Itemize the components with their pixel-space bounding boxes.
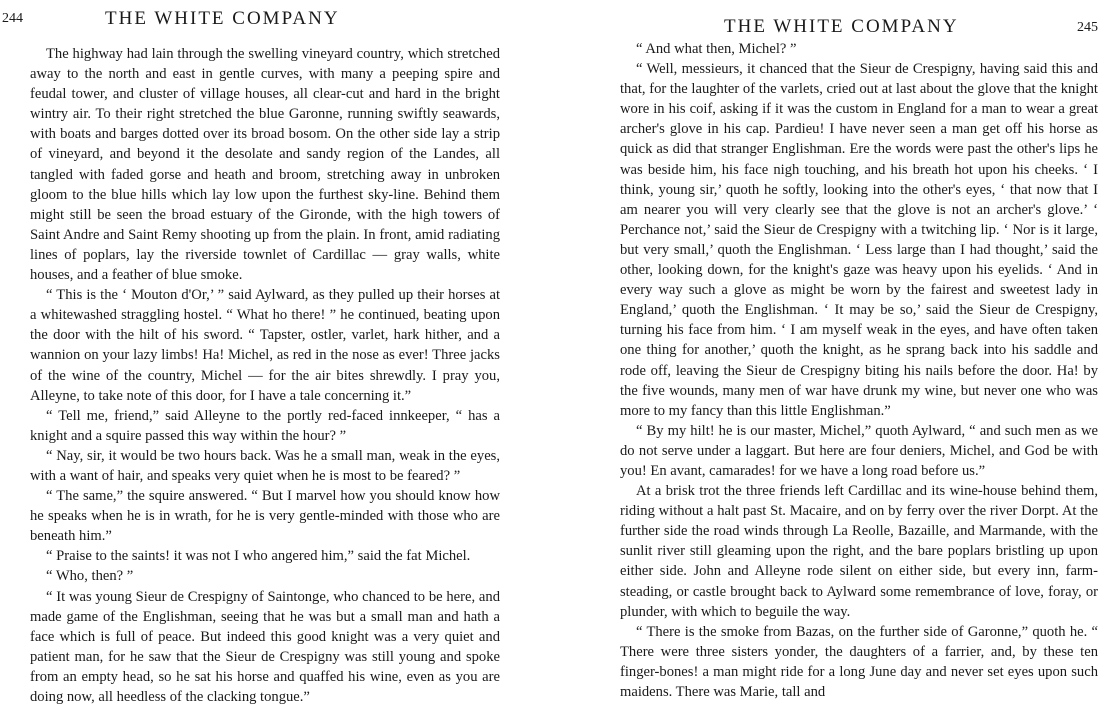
paragraph: “ There is the smoke from Bazas, on the further side of Garonne,” quoth he. “ There were three sisters yonder, the daughters of a farrier, and, by these ten finger-bones! a man might ride for a long June day and never set eyes upon such maidens. There was Marie, tall and <box>620 623 1098 700</box>
page-number: 245 <box>1077 20 1098 35</box>
paragraph: “ Well, messieurs, it chanced that the Sieur de Crespigny, having said this and that, for the laughter of the varlets, cried out at last about the glove that the knight wore in his coif, asking if it was the custom in England for a man to wear a great archer's glove in his cap. Pardieu! I have never seen a man get off his horse as quick as did that stranger Englishman. Ere the words were past the other's lips he was beside him, his face nigh touching, and his breath hot upon his cheeks. ‘ I think, young sir,’ quoth he softly, looking into the other's eyes, ‘ that now that I am nearer you will very clearly see that the glove is not an archer's glove.’ ‘ Perchance not,’ said the Sieur de Crespigny with a twitching lip. ‘ Nor is it large, but very small,’ quoth the Englishman. ‘ Less large than I had thought,’ said the other, looking down, for the knight's gaze was heavy upon his eyelids. ‘ And in every way such a glove as might be worn by the fairest and sweetest lady in England,’ quoth the Englishman. ‘ It may be so,’ said the Sieur de Crespigny, turning his face from him. ‘ I am myself weak in the eyes, and have often taken one thing for another,’ quoth the knight, as he sprang back into his saddle and rode off, leaving the Sieur de Crespigny biting his nails before the door. Ha! by the five wounds, many men of war have drunk my wine, but never one who was more to my fancy than this little Englishman.” <box>620 61 1098 419</box>
running-head: THE WHITE COMPANY <box>105 8 340 29</box>
paragraph: “ And what then, Michel? ” <box>636 41 797 57</box>
left-page <box>0 0 500 717</box>
paragraph: The highway had lain through the swelling vineyard country, which stretched away to the north and east in gentle curves, with many a peeping spire and feudal tower, and cluster of village houses, all clear-cut and hard in the bright wintry air. To their right stretched the blue Garonne, running swiftly seawards, with boats and barges dotted over its broad bosom. On the other side lay a strip of vineyard, and beyond it the desolate and sandy region of the Landes, all tangled with faded gorse and heath and broom, stretching away in unbroken gloom to the blue hills which lay low upon the furthest sky-line. Behind them might still be seen the broad estuary of the Gironde, with the high towers of Saint Andre and Saint Remy shooting up from the plain. In front, amid radiating lines of poplars, lay the riverside townlet of Cardillac — gray walls, white houses, and a feather of blue smoke. <box>30 46 500 284</box>
right-page-header <box>620 8 1098 38</box>
paragraph: “ Praise to the saints! it was not I who angered him,” said the fat Michel. <box>46 548 471 565</box>
paragraph: At a brisk trot the three friends left Cardillac and its wine-house behind them, riding without a halt past St. Macaire, and on by ferry over the river Dorpt. At the further side the road winds through La Reolle, Bazaille, and Marmande, with the sunlit river still gleaming upon the right, and the bare poplars bristling up upon either side. John and Alleyne rode silent on either side, but every inn, farm-steading, or castle brought back to Aylward some remembrance of love, foray, or plunder, with which to beguile the way. <box>620 483 1098 620</box>
left-page-body <box>30 44 500 707</box>
left-page-header <box>2 8 500 38</box>
paragraph: “ The same,” the squire answered. “ But I marvel how you should know how he speaks when he is in wrath, for he is very gentle-minded with those who are beneath him.” <box>30 488 500 545</box>
paragraph: “ By my hilt! he is our master, Michel,” quoth Aylward, “ and such men as we do not serve under a laggart. But here are four deniers, Michel, and God be with you! En avant, camarades! for we have a long road before us.” <box>620 422 1098 479</box>
page-number: 244 <box>2 11 23 26</box>
paragraph: “ Nay, sir, it would be two hours back. Was he a small man, weak in the eyes, with a want of hair, and speaks very quiet when he is most to be feared? ” <box>30 447 500 484</box>
paragraph: “ This is the ‘ Mouton d'Or,’ ” said Aylward, as they pulled up their horses at a whitewashed straggling hostel. “ What ho there! ” he continued, beating upon the door with the hilt of his sword. “ Tapster, ostler, varlet, hark hither, and a wannion on your lazy limbs! Ha! Michel, as red in the nose as ever! Three jacks of the wine of the country, Michel — for the air bites shrewdly. I pray you, Alleyne, to take note of this door, for I have a tale concerning it.” <box>30 287 500 404</box>
paragraph: “ Who, then? ” <box>46 568 134 585</box>
paragraph: “ It was young Sieur de Crespigny of Saintonge, who chanced to be here, and made game of the Englishman, seeing that he was but a small man and hath a face which is full of peace. But indeed this good knight was a very quiet and patient man, for he saw that the Sieur de Crespigny was still young and spoke from an empty head, so he sat his horse and quaffed his wine, even as you are doing now, all heedless of the clacking tongue.” <box>30 588 500 705</box>
right-page <box>606 0 1106 717</box>
running-head: THE WHITE COMPANY <box>724 16 959 37</box>
right-page-body <box>620 39 1098 702</box>
paragraph: “ Tell me, friend,” said Alleyne to the portly red-faced innkeeper, “ has a knight and a squire passed this way within the hour? ” <box>30 407 500 444</box>
